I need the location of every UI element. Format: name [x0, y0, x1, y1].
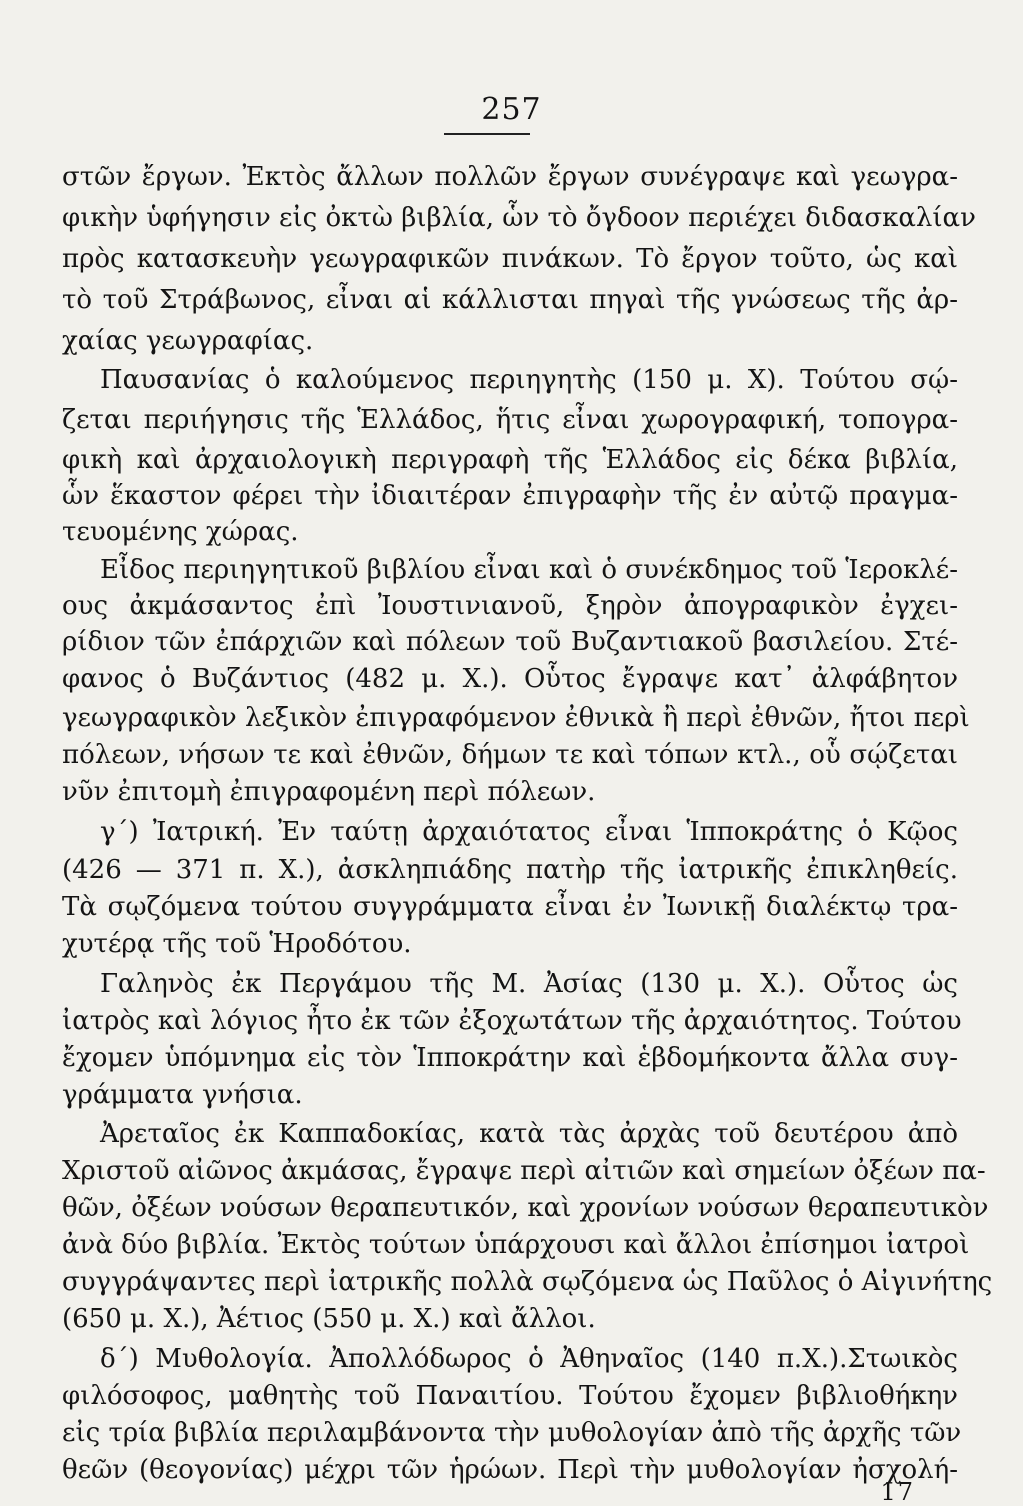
- text-line: φικὴν ὑφήγησιν εἰς ὀκτὼ βιβλία, ὧν τὸ ὄγδοον περιέχει διδασκαλίαν: [62, 203, 976, 233]
- text-line: γράμματα γνήσια.: [62, 1080, 303, 1110]
- text-line: Χριστοῦ αἰῶνος ἀκμάσας, ἔγραψε περὶ αἰτιῶν καὶ σημείων ὀξέων πα-: [62, 1156, 986, 1186]
- text-line: ζεται περιήγησις τῆς Ἑλλάδος, ἥτις εἶναι χωρογραφική, τοπογρα-: [62, 405, 958, 435]
- page-number: 257: [481, 92, 542, 127]
- text-line: (650 μ. Χ.), Ἀέτιος (550 μ. Χ.) καὶ ἄλλοι.: [62, 1304, 596, 1334]
- text-line: ἰατρὸς καὶ λόγιος ἦτο ἐκ τῶν ἐξοχωτάτων τῆς ἀρχαιότητος. Τούτου: [62, 1006, 962, 1036]
- text-line: εἰς τρία βιβλία περιλαμβάνοντα τὴν μυθολογίαν ἀπὸ τῆς ἀρχῆς τῶν: [62, 1418, 962, 1448]
- signature-mark: 17: [880, 1478, 915, 1506]
- text-line: πρὸς κατασκευὴν γεωγραφικῶν πινάκων. Τὸ ἔργον τοῦτο, ὡς καὶ: [62, 244, 958, 274]
- text-line: ἔχομεν ὑπόμνημα εἰς τὸν Ἱπποκράτην καὶ ἑβδομήκοντα ἄλλα συγ-: [62, 1043, 958, 1073]
- text-line: φιλόσοφος, μαθητὴς τοῦ Παναιτίου. Τούτου ἔχομεν βιβλιοθήκην: [62, 1381, 958, 1411]
- text-line: ρίδιον τῶν ἐπάρχιῶν καὶ πόλεων τοῦ Βυζαντιακοῦ βασιλείου. Στέ-: [62, 627, 958, 657]
- text-line: φανος ὁ Βυζάντιος (482 μ. Χ.). Οὗτος ἔγραψε κατ᾽ ἀλφάβητον: [62, 664, 958, 694]
- text-line: πόλεων, νήσων τε καὶ ἐθνῶν, δήμων τε καὶ τόπων κτλ., οὗ σῴζεται: [62, 740, 958, 770]
- text-line: Εἶδος περιηγητικοῦ βιβλίου εἶναι καὶ ὁ συνέκδημος τοῦ Ἱεροκλέ-: [100, 555, 958, 585]
- page-number-rule: [444, 133, 530, 135]
- text-line: Ἀρεταῖος ἐκ Καππαδοκίας, κατὰ τὰς ἀρχὰς τοῦ δευτέρου ἀπὸ: [100, 1119, 958, 1149]
- text-line: ὧν ἕκαστον φέρει τὴν ἰδιαιτέραν ἐπιγραφὴν τῆς ἐν αὐτῷ πραγμα-: [62, 481, 958, 511]
- text-line: δ΄) Μυθολογία. Ἀπολλόδωρος ὁ Ἀθηναῖος (140 π.Χ.).Στωικὸς: [100, 1344, 958, 1374]
- text-line: χυτέρᾳ τῆς τοῦ Ἡροδότου.: [62, 929, 412, 959]
- text-line: ους ἀκμάσαντος ἐπὶ Ἰουστινιανοῦ, ξηρὸν ἀπογραφικὸν ἐγχει-: [62, 591, 958, 621]
- text-line: τὸ τοῦ Στράβωνος, εἶναι αἱ κάλλισται πηγαὶ τῆς γνώσεως τῆς ἀρ-: [62, 285, 958, 315]
- text-line: θεῶν (θεογονίας) μέχρι τῶν ἡρώων. Περὶ τὴν μυθολογίαν ἠσχολή-: [62, 1455, 958, 1485]
- text-line: Γαληνὸς ἐκ Περγάμου τῆς Μ. Ἀσίας (130 μ. Χ.). Οὗτος ὡς: [100, 969, 958, 999]
- text-line: γεωγραφικὸν λεξικὸν ἐπιγραφόμενον ἐθνικὰ ἢ περὶ ἐθνῶν, ἤτοι περὶ: [62, 703, 970, 733]
- text-line: γ΄) Ἰατρική. Ἐν ταύτῃ ἀρχαιότατος εἶναι Ἱπποκράτης ὁ Κῷος: [100, 817, 958, 847]
- text-line: τευομένης χώρας.: [62, 517, 299, 547]
- text-line: συγγράψαντες περὶ ἰατρικῆς πολλὰ σῳζόμενα ὡς Παῦλος ὁ Αἰγινήτης: [62, 1267, 993, 1297]
- text-line: φικὴ καὶ ἀρχαιολογικὴ περιγραφὴ τῆς Ἑλλάδος εἰς δέκα βιβλία,: [62, 445, 958, 475]
- text-line: θῶν, ὀξέων νούσων θεραπευτικόν, καὶ χρονίων νούσων θεραπευτικὸν: [62, 1193, 989, 1223]
- text-line: ἀνὰ δύο βιβλία. Ἐκτὸς τούτων ὑπάρχουσι καὶ ἄλλοι ἐπίσημοι ἰατροὶ: [62, 1230, 970, 1260]
- text-line: νῦν ἐπιτομὴ ἐπιγραφομένη περὶ πόλεων.: [62, 777, 596, 807]
- text-line: χαίας γεωγραφίας.: [62, 326, 314, 356]
- text-line: Παυσανίας ὁ καλούμενος περιηγητὴς (150 μ. Χ). Τούτου σῴ-: [100, 365, 958, 395]
- text-line: στῶν ἔργων. Ἐκτὸς ἄλλων πολλῶν ἔργων συνέγραψε καὶ γεωγρα-: [62, 162, 958, 192]
- text-line: (426 — 371 π. Χ.), ἀσκληπιάδης πατὴρ τῆς ἰατρικῆς ἐπικληθείς.: [62, 855, 958, 885]
- text-line: Τὰ σῳζόμενα τούτου συγγράμματα εἶναι ἐν Ἰωνικῇ διαλέκτῳ τρα-: [62, 892, 958, 922]
